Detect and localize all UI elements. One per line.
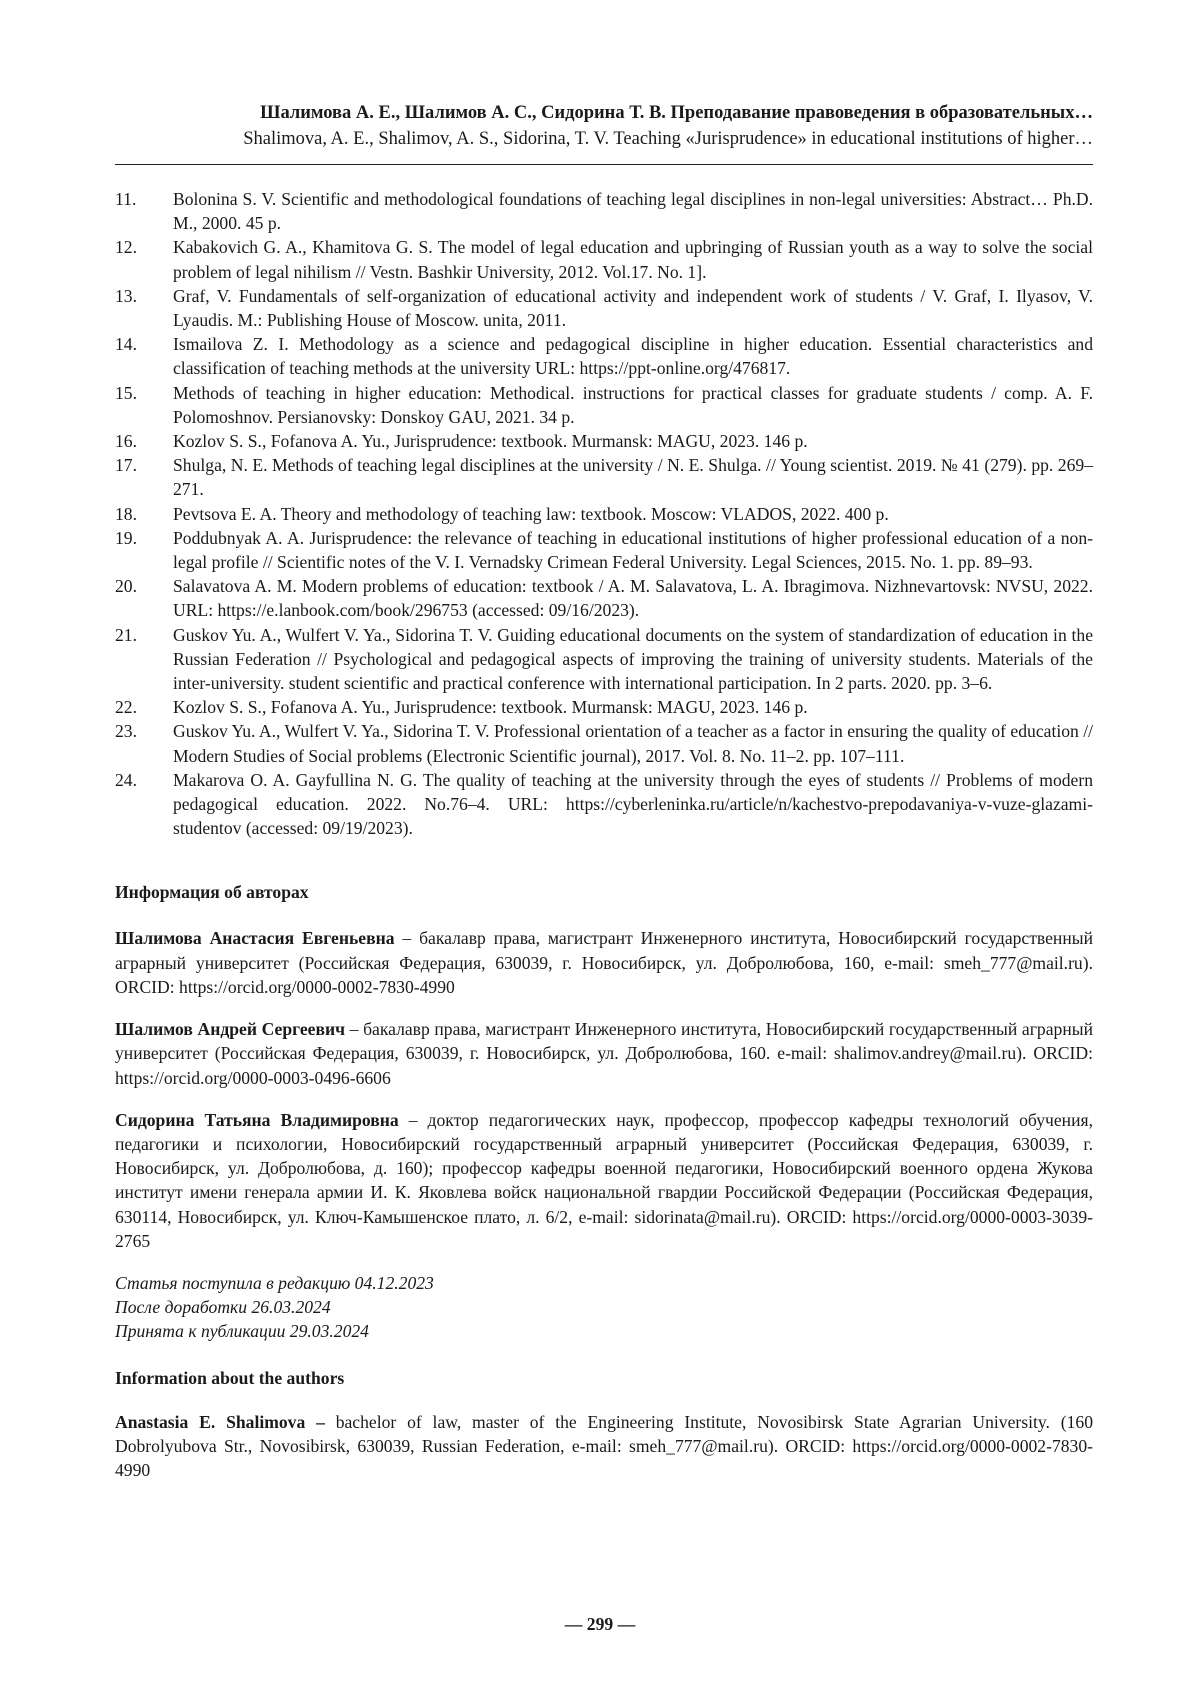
- reference-number: 19.: [115, 527, 137, 548]
- author-ru-1-name: Шалимова Анастасия Евгеньевна: [115, 928, 395, 949]
- authors-ru-heading: Информация об авторах: [115, 882, 309, 903]
- reference-item: [115, 332, 1093, 380]
- reference-number: 15.: [115, 382, 137, 403]
- header-divider: [115, 164, 1093, 165]
- running-header-en: Shalimova, A. E., Shalimov, A. S., Sidorina, T. V. Teaching «Jurisprudence» in educational institutions of higher…: [243, 129, 1093, 149]
- reference-item: [115, 429, 1093, 453]
- reference-number: 16.: [115, 431, 137, 452]
- running-header-ru: Шалимова А. Е., Шалимов А. С., Сидорина Т. В. Преподавание правоведения в образовательных…: [260, 103, 1093, 123]
- reference-number: 17.: [115, 455, 137, 476]
- reference-item: [115, 719, 1093, 767]
- reference-number: 21.: [115, 624, 137, 645]
- reference-text: Guskov Yu. A., Wulfert V. Ya., Sidorina T. V. Guiding educational documents on the system of standardization of education in the Russian Federation // Psychological and pedagogical aspects of improving the training of university students. Materials of the inter-university. student scientific and practical conference with international participation. In 2 parts. 2020. pp. 3–6.: [173, 624, 1093, 694]
- page-number: — 299 —: [564, 1614, 636, 1634]
- reference-text: Makarova O. A. Gayfullina N. G. The quality of teaching at the university through the eyes of students // Problems of modern pedagogical education. 2022. No.76–4. URL: https://cyberleninka.ru/article/n/kachestvo-prepodavaniya-v-vuze-glazami-studentov (accessed: 09/19/2023).: [173, 769, 1093, 839]
- reference-text: Methods of teaching in higher education: Methodical. instructions for practical classes for graduate students / comp. A. F. Polomoshnov. Persianovsky: Donskoy GAU, 2021. 34 p.: [173, 382, 1093, 427]
- date-accepted: Принята к публикации 29.03.2024: [115, 1321, 369, 1342]
- date-revised: После доработки 26.03.2024: [115, 1297, 331, 1318]
- reference-item: [115, 381, 1093, 429]
- author-ru-3-name: Сидорина Татьяна Владимировна: [115, 1109, 399, 1130]
- author-ru-2-text: – бакалавр права, магистрант Инженерного института, Новосибирский государственный аграрный университет (Российская Федерация, 630039, г. Новосибирск, ул. Добролюбова, 160. e-mail: shalimov.andrey@mail.ru). ORCID: https://orcid.org/0000-0003-0496-6606: [115, 1019, 1093, 1088]
- author-ru-1: [115, 926, 1093, 999]
- reference-number: 14.: [115, 334, 137, 355]
- reference-text: Pevtsova E. A. Theory and methodology of teaching law: textbook. Moscow: VLADOS, 2022. 400 p.: [173, 503, 889, 524]
- author-ru-3-text: – доктор педагогических наук, профессор, профессор кафедры технологий обучения, педагогики и психологии, Новосибирский государственный аграрный университет (Российская Федерация, 630039, г. Новосибирск, ул. Добролюбова, д. 160); профессор кафедры военной педагогики, Новосибирский военного ордена Жукова институт имени генерала армии И. К. Яковлева войск национальной гвардии Российской Федерации (Российская Федерация, 630114, Новосибирск, ул. Ключ-Камышенское плато, л. 6/2, e-mail: sidorinata@mail.ru). ORCID: https://orcid.org/0000-0003-3039-2765: [115, 1109, 1093, 1251]
- reference-item: [115, 574, 1093, 622]
- reference-number: 13.: [115, 285, 137, 306]
- author-ru-2: [115, 1017, 1093, 1090]
- reference-text: Kozlov S. S., Fofanova A. Yu., Jurisprudence: textbook. Murmansk: MAGU, 2023. 146 p.: [173, 697, 808, 718]
- reference-item: [115, 768, 1093, 841]
- article-dates: [115, 1271, 1093, 1344]
- author-ru-3: [115, 1108, 1093, 1253]
- reference-number: 11.: [115, 189, 137, 209]
- authors-en-heading: Information about the authors: [115, 1367, 345, 1388]
- author-ru-1-text: – бакалавр права, магистрант Инженерного института, Новосибирский государственный аграрный университет (Российская Федерация, 630039, г. Новосибирск, ул. Добролюбова, 160, e-mail: smeh_777@mail.ru). ORCID: https://orcid.org/0000-0002-7830-4990: [115, 928, 1094, 997]
- reference-text: Ismailova Z. I. Methodology as a science and pedagogical discipline in higher education. Essential characteristics and classification of teaching methods at the university URL: https://ppt-online.org/476817.: [173, 334, 1093, 379]
- author-en-1-text: bachelor of law, master of the Engineering Institute, Novosibirsk State Agrarian University. (160 Dobrolyubova Str., Novosibirsk, 630039, Russian Federation, e-mail: smeh_777@mail.ru). ORCID: https://orcid.org/0000-0002-7830-4990: [115, 1411, 1093, 1480]
- reference-text: Salavatova A. M. Modern problems of education: textbook / A. M. Salavatova, L. A. Ibragimova. Nizhnevartovsk: NVSU, 2022. URL: https://e.lanbook.com/book/296753 (accessed: 09/16/2023).: [173, 576, 1093, 621]
- reference-item: [115, 502, 1093, 526]
- reference-text: Guskov Yu. A., Wulfert V. Ya., Sidorina T. V. Professional orientation of a teacher as a factor in ensuring the quality of education // Modern Studies of Social problems (Electronic Scientific journal), 2017. Vol. 8. No. 11–2. pp. 107–111.: [173, 721, 1093, 766]
- reference-text: Kozlov S. S., Fofanova A. Yu., Jurisprudence: textbook. Murmansk: MAGU, 2023. 146 p.: [173, 431, 808, 452]
- reference-item: [115, 453, 1093, 501]
- reference-item: [115, 526, 1093, 574]
- author-ru-2-name: Шалимов Андрей Сергеевич: [115, 1019, 346, 1040]
- reference-number: 22.: [115, 697, 137, 718]
- reference-list: [115, 187, 1093, 840]
- document-page: [115, 100, 1093, 1697]
- running-header: [115, 100, 1093, 152]
- reference-number: 18.: [115, 503, 137, 524]
- reference-item: [115, 695, 1093, 719]
- date-received: Статья поступила в редакцию 04.12.2023: [115, 1272, 434, 1293]
- reference-text: Kabakovich G. A., Khamitova G. S. The model of legal education and upbringing of Russian youth as a way to solve the social problem of legal nihilism // Vestn. Bashkir University, 2012. Vol.17. No. 1].: [173, 237, 1093, 282]
- reference-text: Bolonina S. V. Scientific and methodological foundations of teaching legal disciplines in non-legal universities: Abstract… Ph.D. M., 2000. 45 p.: [173, 189, 1093, 234]
- reference-text: Poddubnyak A. A. Jurisprudence: the relevance of teaching in educational institutions of higher professional education of a non-legal profile // Scientific notes of the V. I. Vernadsky Crimean Federal University. Legal Sciences, 2015. No. 1. pp. 89–93.: [173, 527, 1093, 573]
- reference-text: Graf, V. Fundamentals of self-organization of educational activity and independent work of students / V. Graf, I. Ilyasov, V. Lyaudis. M.: Publishing House of Moscow. unita, 2011.: [173, 285, 1093, 331]
- reference-item: [115, 623, 1093, 696]
- author-en-1-name: Anastasia E. Shalimova –: [115, 1411, 325, 1432]
- reference-number: 20.: [115, 576, 137, 597]
- reference-text: Shulga, N. E. Methods of teaching legal disciplines at the university / N. E. Shulga. // Young scientist. 2019. № 41 (279). pp. 269–271.: [173, 455, 1093, 500]
- reference-item: [115, 187, 1093, 235]
- reference-number: 23.: [115, 721, 137, 742]
- reference-number: 12.: [115, 237, 137, 258]
- author-en-1: [115, 1410, 1093, 1483]
- reference-number: 24.: [115, 769, 137, 790]
- reference-item: [115, 235, 1093, 283]
- reference-item: [115, 284, 1093, 332]
